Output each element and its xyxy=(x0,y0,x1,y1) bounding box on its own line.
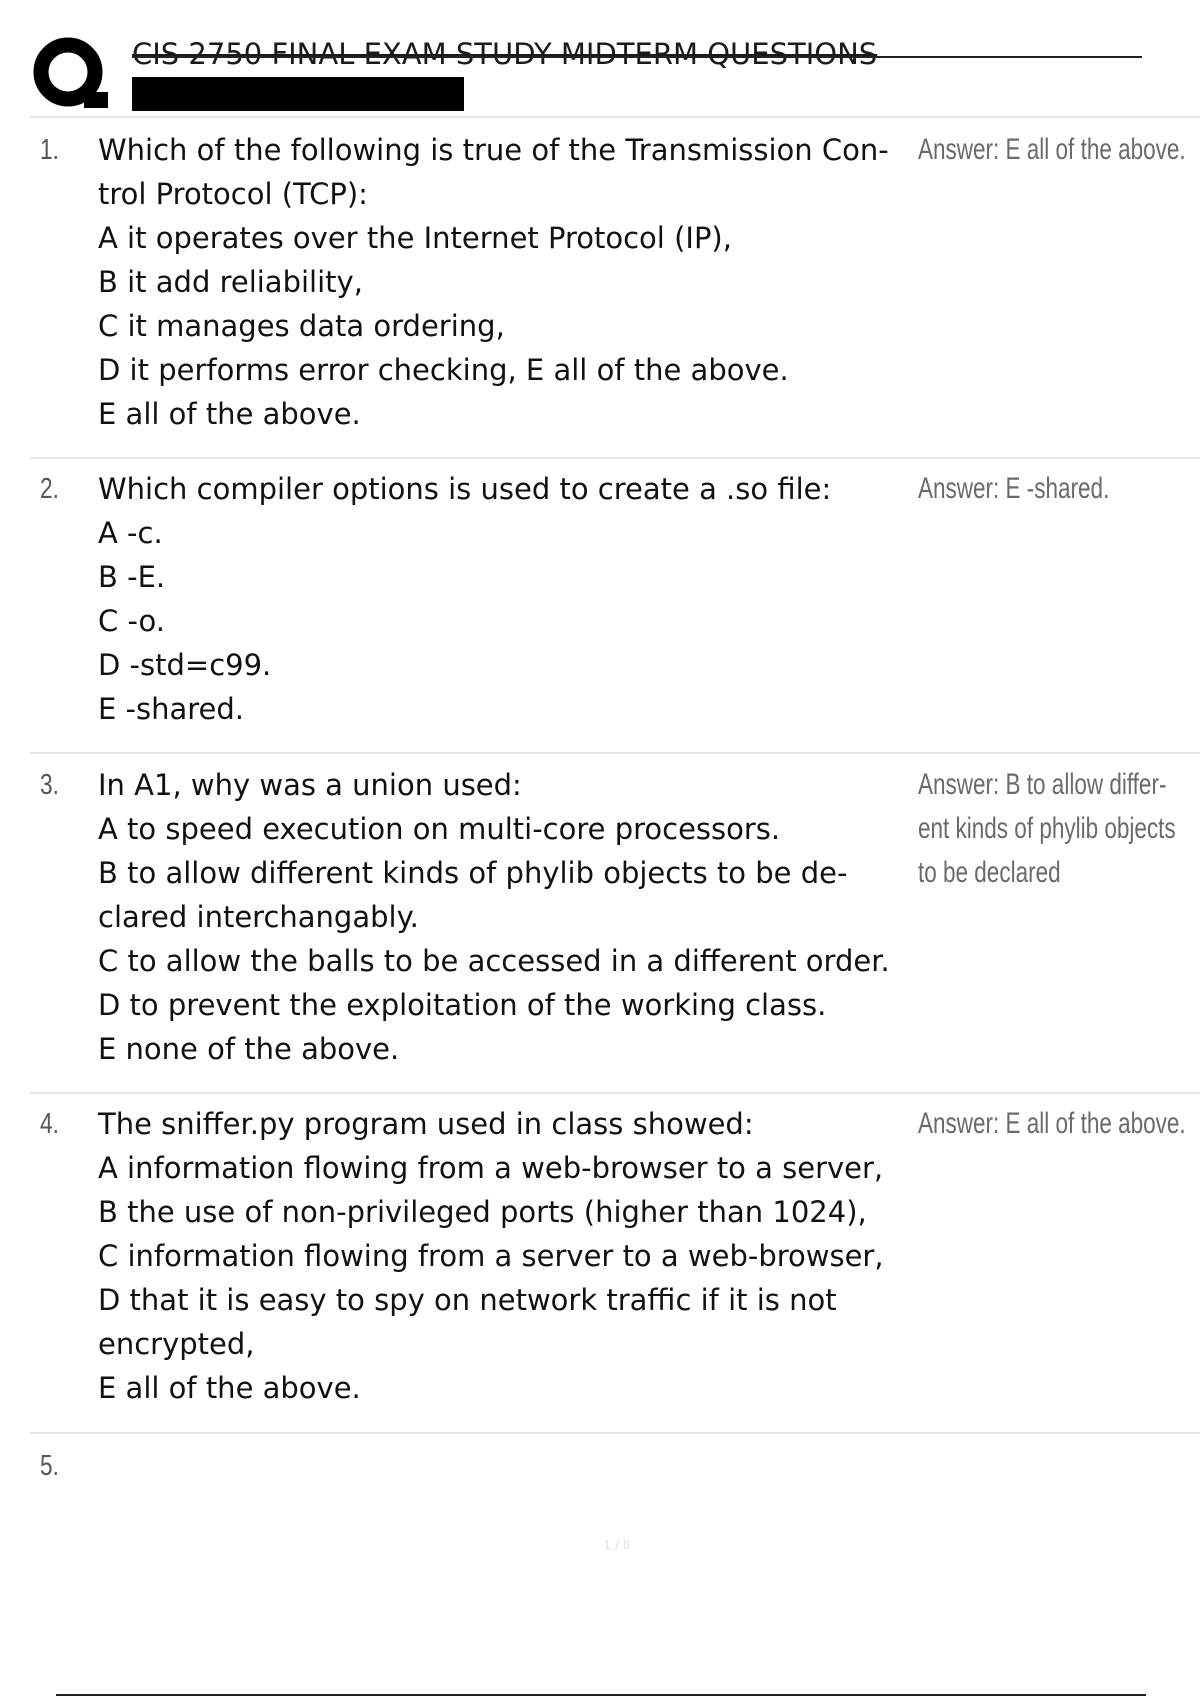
question-number: 3. xyxy=(40,769,59,801)
question-text xyxy=(98,1102,918,1410)
redaction-bar xyxy=(132,77,464,111)
separator xyxy=(30,1432,1200,1434)
question-line: In A1, why was a union used: xyxy=(98,768,522,802)
answer-text xyxy=(918,763,1188,895)
question-number: 1. xyxy=(40,134,59,166)
separator xyxy=(30,752,1200,754)
option-line: C -o. xyxy=(98,604,165,638)
option-line: E all of the above. xyxy=(98,397,361,431)
document-title: CIS 2750 FINAL EXAM STUDY MIDTERM QUESTIONS xyxy=(132,37,878,71)
option-line: B -E. xyxy=(98,560,166,594)
answer-line: Answer: E all of the above. xyxy=(918,1107,1186,1140)
answer-line: to be declared xyxy=(918,856,1061,889)
q-logo-icon xyxy=(30,34,110,114)
answer-text xyxy=(918,128,1188,172)
question-line: trol Protocol (TCP): xyxy=(98,177,368,211)
question-line: Which compiler options is used to create a .so file: xyxy=(98,472,832,506)
option-line: clared interchangably. xyxy=(98,900,419,934)
option-line: E all of the above. xyxy=(98,1371,361,1405)
answer-line: ent kinds of phylib objects xyxy=(918,812,1176,845)
option-line: D -std=c99. xyxy=(98,648,272,682)
option-line: D to prevent the exploitation of the working class. xyxy=(98,988,827,1022)
option-line: B it add reliability, xyxy=(98,265,363,299)
option-line: D that it is easy to spy on network traffic if it is not xyxy=(98,1283,837,1317)
option-line: A information flowing from a web-browser to a server, xyxy=(98,1151,884,1185)
answer-line: Answer: B to allow differ- xyxy=(918,768,1167,801)
option-line: B the use of non-privileged ports (higher than 1024), xyxy=(98,1195,867,1229)
separator xyxy=(30,116,1200,118)
page-number: 1 / 8 xyxy=(603,1538,631,1552)
title-rule xyxy=(132,56,1142,58)
option-line: E none of the above. xyxy=(98,1032,400,1066)
option-line: A to speed execution on multi-core processors. xyxy=(98,812,781,846)
question-line: Which of the following is true of the Transmission Con- xyxy=(98,133,889,167)
option-line: A -c. xyxy=(98,516,163,550)
option-line: E -shared. xyxy=(98,692,245,726)
option-line: C information flowing from a server to a web-browser, xyxy=(98,1239,884,1273)
option-line: D it performs error checking, E all of the above. xyxy=(98,353,789,387)
option-line: C it manages data ordering, xyxy=(98,309,505,343)
answer-text xyxy=(918,1102,1188,1146)
option-line: encrypted, xyxy=(98,1327,255,1361)
answer-text xyxy=(918,467,1188,511)
option-line: A it operates over the Internet Protocol (IP), xyxy=(98,221,732,255)
answer-line: Answer: E -shared. xyxy=(918,472,1110,505)
question-number: 5. xyxy=(40,1450,59,1482)
answer-line: Answer: E all of the above. xyxy=(918,133,1186,166)
question-text xyxy=(98,763,918,1071)
separator xyxy=(30,457,1200,459)
bottom-rule xyxy=(56,1694,1146,1696)
option-line: B to allow different kinds of phylib objects to be de- xyxy=(98,856,848,890)
question-text xyxy=(98,128,918,436)
question-line: The sniffer.py program used in class showed: xyxy=(98,1107,754,1141)
question-number: 4. xyxy=(40,1108,59,1140)
question-number: 2. xyxy=(40,473,59,505)
question-text xyxy=(98,467,918,731)
separator xyxy=(30,1092,1200,1094)
option-line: C to allow the balls to be accessed in a different order. xyxy=(98,944,890,978)
